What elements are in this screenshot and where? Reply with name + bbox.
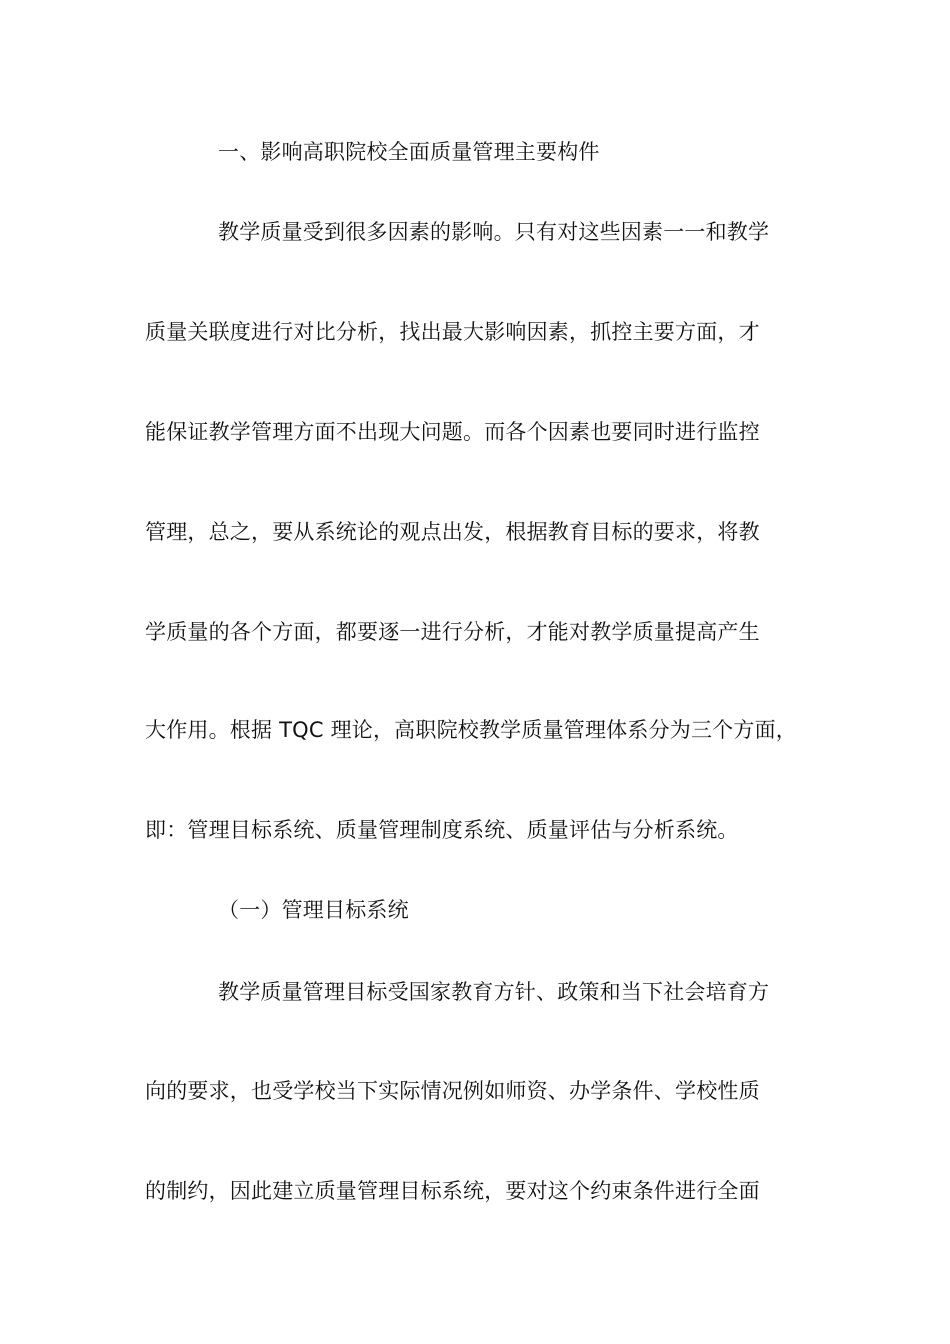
subsection-heading: （一）管理目标系统 [218,898,409,922]
paragraph-line: 教学质量受到很多因素的影响。只有对这些因素一一和教学 [218,220,770,244]
paragraph-line: 质量关联度进行对比分析，找出最大影响因素，抓控主要方面，才 [145,320,760,344]
paragraph-line: 大作用。根据 TQC 理论，高职院校教学质量管理体系分为三个方面， [145,718,797,742]
paragraph-line: 向的要求，也受学校当下实际情况例如师资、办学条件、学校性质 [145,1079,760,1103]
paragraph-line: 能保证教学管理方面不出现大问题。而各个因素也要同时进行监控 [145,420,760,444]
paragraph-line: 即：管理目标系统、质量管理制度系统、质量评估与分析系统。 [145,818,739,842]
paragraph-line: 的制约，因此建立质量管理目标系统，要对这个约束条件进行全面 [145,1179,760,1203]
paragraph-line: 学质量的各个方面，都要逐一进行分析，才能对教学质量提高产生 [145,620,760,644]
paragraph-line: 教学质量管理目标受国家教育方针、政策和当下社会培育方 [218,980,770,1004]
paragraph-line: 管理，总之，要从系统论的观点出发，根据教育目标的要求，将教 [145,520,760,544]
section-heading: 一、影响高职院校全面质量管理主要构件 [218,140,600,164]
